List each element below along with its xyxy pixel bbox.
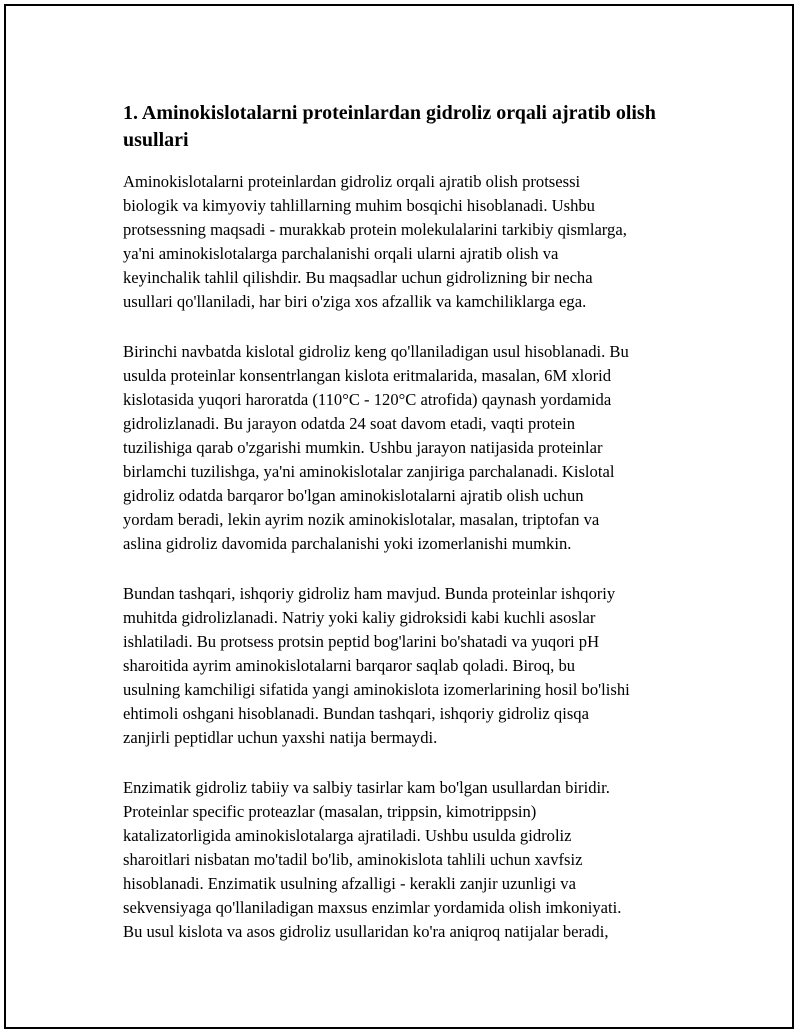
text-line: aslina gidroliz davomida parchalanishi yoki izomerlanishi mumkin. [123,534,572,553]
text-line: zanjirli peptidlar uchun yaxshi natija bermaydi. [123,728,438,747]
paragraph-enzymatic-hydrolysis [123,776,693,944]
text-line: sharoitida ayrim aminokislotalarni barqaror saqlab qoladi. Biroq, bu [123,656,576,675]
text-line: Birinchi navbatda kislotal gidroliz keng qo'llaniladigan usul hisoblanadi. Bu [123,342,629,361]
document-body [123,100,693,970]
text-line: Enzimatik gidroliz tabiiy va salbiy tasirlar kam bo'lgan usullardan biridir. [123,778,610,797]
text-line: Bundan tashqari, ishqoriy gidroliz ham mavjud. Bunda proteinlar ishqoriy [123,584,616,603]
text-line: sekvensiyaga qo'llaniladigan maxsus enzimlar yordamida olish imkoniyati. [123,898,622,917]
text-line: hisoblanadi. Enzimatik usulning afzalligi - kerakli zanjir uzunligi va [123,874,576,893]
text-line: usullari qo'llaniladi, har biri o'ziga xos afzallik va kamchiliklarga ega. [123,292,587,311]
paragraph-alkaline-hydrolysis [123,582,693,750]
text-line: Aminokislotalarni proteinlardan gidroliz orqali ajratib olish protsessi [123,172,581,191]
text-line: ishlatiladi. Bu protsess protsin peptid bog'larini bo'shatadi va yuqori pH [123,632,600,651]
text-line: yordam beradi, lekin ayrim nozik aminokislotalar, masalan, triptofan va [123,510,600,529]
text-line: keyinchalik tahlil qilishdir. Bu maqsadlar uchun gidrolizning bir necha [123,268,593,287]
text-line: biologik va kimyoviy tahlillarning muhim bosqichi hisoblanadi. Ushbu [123,196,595,215]
text-line: Proteinlar specific proteazlar (masalan, trippsin, kimotrippsin) [123,802,537,821]
document-title: 1. Aminokislotalarni proteinlardan gidroliz orqali ajratib olish usullari [123,102,656,151]
text-line: ehtimoli oshgani hisoblanadi. Bundan tashqari, ishqoriy gidroliz qisqa [123,704,589,723]
text-line: gidrolizlanadi. Bu jarayon odatda 24 soat davom etadi, vaqti protein [123,414,576,433]
paragraph-intro [123,170,693,314]
text-line: sharoitlari nisbatan mo'tadil bo'lib, aminokislota tahlili uchun xavfsiz [123,850,583,869]
text-line: gidroliz odatda barqaror bo'lgan aminokislotalarni ajratib olish uchun [123,486,584,505]
text-line: ya'ni aminokislotalarga parchalanishi orqali ularni ajratib olish va [123,244,559,263]
text-line: tuzilishiga qarab o'zgarishi mumkin. Ushbu jarayon natijasida proteinlar [123,438,603,457]
paragraph-acid-hydrolysis [123,340,693,556]
text-line: katalizatorligida aminokislotalarga ajratiladi. Ushbu usulda gidroliz [123,826,572,845]
text-line: birlamchi tuzilishga, ya'ni aminokislotalar zanjiriga parchalanadi. Kislotal [123,462,615,481]
text-line: Bu usul kislota va asos gidroliz usullaridan ko'ra aniqroq natijalar beradi, [123,922,609,941]
page-frame [4,4,794,1029]
text-line: muhitda gidrolizlanadi. Natriy yoki kaliy gidroksidi kabi kuchli asoslar [123,608,596,627]
text-line: usulda proteinlar konsentrlangan kislota eritmalarida, masalan, 6M xlorid [123,366,612,385]
text-line: protsessning maqsadi - murakkab protein molekulalarini tarkibiy qismlarga, [123,220,627,239]
text-line: kislotasida yuqori haroratda (110°C - 120°C atrofida) qaynash yordamida [123,390,612,409]
text-line: usulning kamchiligi sifatida yangi aminokislota izomerlarining hosil bo'lishi [123,680,630,699]
